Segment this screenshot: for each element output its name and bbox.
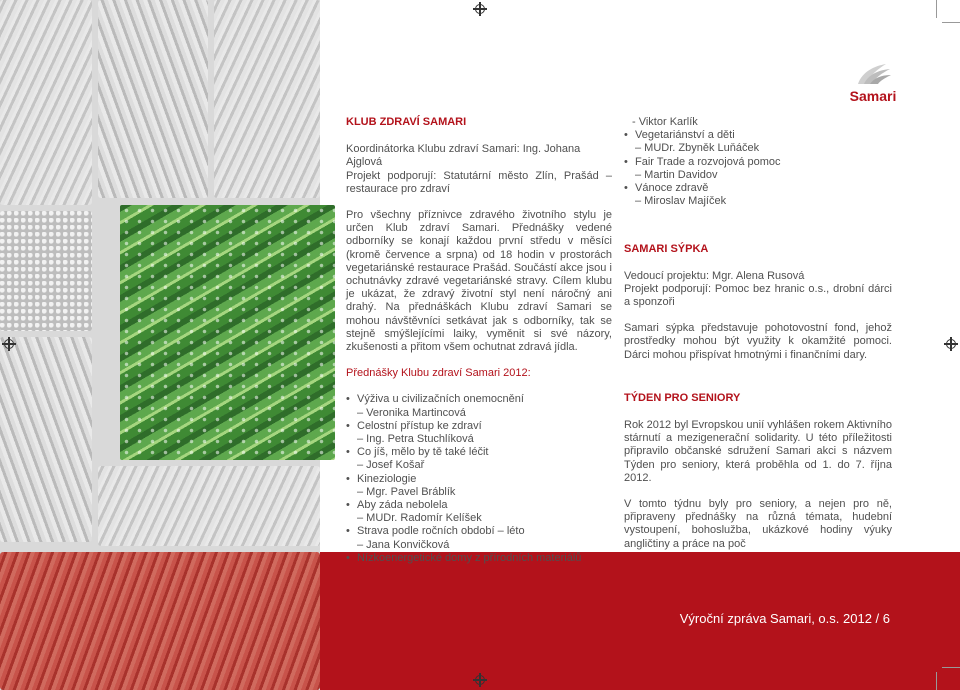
- section-title-klub: KLUB ZDRAVÍ SAMARI: [346, 116, 467, 128]
- registration-mark: [473, 2, 487, 16]
- seniors-paragraph-2: V tomto týdnu byly pro seniory, a nejen pro ně, připraveny přednášky na různá témata, hudební vystoupení, bohoslužba, ukázkové hodiny výuky angličtiny a práce na poč: [624, 498, 892, 550]
- lecture-topic: • Kineziologie: [346, 473, 612, 486]
- lecture-topic: • Co jíš, mělo by tě také léčit: [346, 446, 612, 459]
- lecture-speaker: – Mgr. Pavel Bráblík: [357, 485, 456, 498]
- lecture-topic: • Vegetariánství a děti: [624, 129, 892, 142]
- registration-mark: [2, 337, 16, 351]
- sypka-description: Samari sýpka představuje pohotovostní fond, jehož prostředky mohou být využity k okamžité pomoci. Dárci mohou přispívat hmotnými i finančními dary.: [624, 322, 892, 361]
- section-title-sypka: SAMARI SÝPKA: [624, 243, 709, 256]
- column-left: [346, 116, 612, 565]
- lectures-list: [346, 393, 612, 565]
- sypka-supporters: Projekt podporují: Pomoc bez hranic o.s., drobní dárci a sponzoři: [624, 282, 892, 309]
- rice-grain-tile: [0, 337, 92, 542]
- lectures-title: Přednášky Klubu zdraví Samari 2012:: [346, 367, 531, 380]
- section-title-seniors: TÝDEN PRO SENIORY: [624, 391, 741, 404]
- trim-mark: [936, 672, 937, 690]
- supporters-line: Projekt podporují: Statutární město Zlín, Prašád – restaurace pro zdraví: [346, 169, 612, 195]
- lecture-speaker: – Veronika Martincová: [357, 406, 466, 419]
- lecture-speaker: – Josef Košař: [357, 459, 425, 472]
- lecture-speaker: – MUDr. Radomír Kelíšek: [357, 512, 482, 525]
- page-footer: Výroční zpráva Samari, o.s. 2012 / 6: [679, 611, 890, 626]
- lecture-topic: • Nízkoenergetické domy z přírodních materiálů: [346, 552, 612, 565]
- rice-mosaic-photo: [0, 0, 320, 690]
- coordinator-line: Koordinátorka Klubu zdraví Samari: Ing. Johana Ajglová: [346, 143, 581, 169]
- samari-logo-text: Samari: [849, 88, 897, 104]
- rice-grain-tile: [98, 0, 208, 198]
- samari-logo: [848, 56, 898, 106]
- rice-grain-tile: [0, 211, 92, 331]
- lecture-topic: • Aby záda nebolela: [346, 499, 612, 512]
- lecture-speaker: – Martin Davidov: [635, 168, 718, 181]
- lecture-speaker: - Viktor Karlík: [632, 116, 698, 128]
- rice-grain-tile: [98, 466, 320, 546]
- sypka-lead: Vedoucí projektu: Mgr. Alena Rusová: [624, 269, 805, 282]
- lectures-list-continued: [624, 129, 892, 208]
- registration-mark: [944, 337, 958, 351]
- rice-grain-tile: [214, 0, 320, 198]
- lecture-topic: • Celostní přístup ke zdraví: [346, 420, 612, 433]
- lecture-speaker: – MUDr. Zbyněk Luňáček: [635, 142, 760, 155]
- registration-mark: [473, 673, 487, 687]
- lecture-speaker: – Miroslav Majíček: [635, 195, 727, 208]
- trim-mark: [942, 22, 960, 23]
- lecture-topic: • Fair Trade a rozvojová pomoc: [624, 156, 892, 169]
- lecture-speaker: – Ing. Petra Stuchlíková: [357, 433, 474, 446]
- column-right: [624, 116, 892, 551]
- samari-logo-mark: [852, 58, 892, 88]
- red-rice-tile: [0, 552, 320, 690]
- lecture-topic: • Vánoce zdravě: [624, 182, 892, 195]
- seniors-paragraph-1: Rok 2012 byl Evropskou unií vyhlášen rokem Aktivního stárnutí a mezigenerační solidarity. U této příležitosti připravilo občanské sdružení Samari akci s názvem Týden pro seniory, která proběhla od 1. do 7. října 2012.: [624, 419, 892, 484]
- trim-mark: [936, 0, 937, 18]
- lecture-topic: • Výživa u civilizačních onemocnění: [346, 393, 612, 406]
- rice-grain-tile: [0, 0, 92, 205]
- klub-description: Pro všechny příznivce zdravého životního stylu je určen Klub zdraví Samari. Přednášky vedené odborníky se konají každou první středu v měsíci (kromě července a srpna) od 18 hodin v prostorách vegetariánské restaurace Prašád. Součástí akce jsou i ochutnávky zdravé vegetariánské stravy. Cílem klubu je ukázat, že zdravý životní styl není náročný ani drahý. Na přednáškách Klubu zdraví Samari se mohou návštěvníci setkávat jak s odborníky, tak se stejně smýšlejícími laiky, vyměnit si své názory, zkušenosti a přitom všem ochutnat zdravá jídla.: [346, 209, 612, 354]
- trim-mark: [942, 667, 960, 668]
- lecture-speaker: – Jana Konvičková: [357, 538, 450, 551]
- green-leaves-photo: [120, 205, 335, 460]
- lecture-topic: • Strava podle ročních období – léto: [346, 525, 612, 538]
